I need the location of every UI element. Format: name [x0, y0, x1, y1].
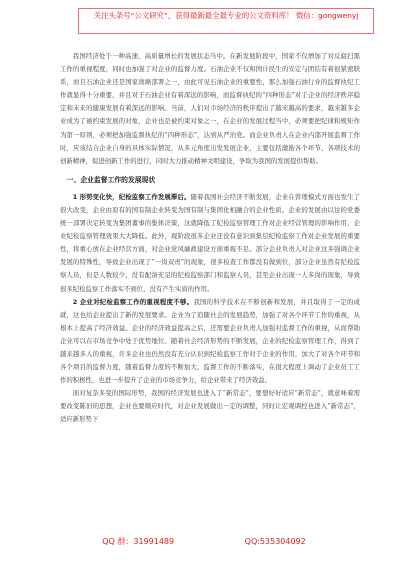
banner-line: 关注头条号“公文研究”，获得最新最全最专业的公文资料库！ 微信：gongwenyj [93, 11, 359, 20]
paragraph-situation [60, 191, 360, 296]
footer-qq-group: QQ 群：31991489 [102, 537, 175, 546]
document-body [60, 50, 360, 427]
footer-qq-number: QQ:535304092 [244, 537, 306, 546]
section-heading: 一、企业监督工作的发展现状 [66, 175, 156, 184]
paragraph-lead: 2 企业对纪检监察工作的重视程度不够。 [72, 297, 194, 306]
paragraph-text: 我国的科学技术在不断创新和发展，并且取得了一定的成就，这也给企业提出了新的发展要求。企业为了追随社会的发展趋势，加强了对各个环节工作的重视，从根本上提高了经济效益。企业的经济效益提高之后，还需要企业负责人加强对监督工作的重视，从而帮助企业可以在市场竞争中处于优势地位。随着社会经济形势的不断发展，企业的纪检监察管理工作，得到了越来越多人的重视，许多企业也仍然没有充分认识到纪检监察工作对于企业的作用，加大了对各个环节和各个项目的监督力度，随着监督力度的不断加大，监督工作的不断落实，在很大程度上调动了企业员工工作的积极性，也进一步提升了企业的市场竞争力，给企业带来了经济效益。 [60, 297, 361, 385]
paragraph-text: 随着我国社会经济不断发展，企业在管理模式方面也发生了很大改变，企业由原有的国有制企业转变为国有制与集团化相融合的企业性质。企业的发展由以往的党委统一部署决定转变为集团董事的集体决策，这就降低了纪检监察管理工作对企业经营管理的影响作用，企业纪检监察管理效果大大降低。此外，现阶段很多企业还没有意识到集层纪检监察工作对企业发展的重要性，将重心放在企业经营方面，对企业党风廉政建设方面重视不足。部分企业负责人对企业这多强调企业发展的特殊性，导致企业出现了“一岗双责”的现象，很多检查工作都没有做到位，部分企业虽然有纪检监察人员，但是人数较少，没有配备充足的纪检监察部门和监察人员，甚至企业出现一人多岗的现象，导致很多纪检监察工作落实不到位，没有产生实质的作用。 [60, 192, 361, 293]
header-banner [78, 8, 374, 34]
paragraph-new-normal: 面对复杂多变的国际形势，我国的经济发展也进入了“新常态”，要想好好适应“新常态”，就意味着需要改变陈旧的思想，企业也要顺应时代，对企业发展做出一定的调整，同时让宏观调控也进入“新常态”，适应新形势下 [60, 389, 360, 424]
paragraph-lead: 1 形势变化快，纪检监察工作发展滞后。 [72, 192, 191, 201]
footer-contacts [0, 536, 408, 547]
intro-paragraph: 我国经济处于一种高速、高质量增长的发展状态当中。在新发展阶段中，国家不仅增加了对反腐扫黑工作的重视程度，同时也加强了对企业的监督力度。石油企业不仅和国计民生的安定与团结有着很紧密联系，而且石油企业还是国家战略部署之一，由此可见石油企业的重要性，那么加强石油行业的监督执纪工作就显得十分重要，并且对于石油企业有着深远的影响，而监督执纪的“四种形态”对于企业的经济秩序稳定和未来的健康发展有着深远的影响。当前，人们对市场经济的秩序提出了越来越高的要求，越来越多企业成为了被约束发展的对象，企业也是被约束对象之一，在企业的发展过程当中，必须要把纪律和规矩作为第一原则，必须把加强监督执纪的“四种形态”，达到从严治党。而企业负责人在企业内部开展监督工作时，应该结合企业自身的具体实际情况，从多元角度出发发展企业，主要包括激励各个环节、各项技术的创新精神，促进创新工作的进行，同时大力推动精神文明建设，争取为我国的发展提供帮助。 [60, 52, 360, 165]
paragraph-attention [60, 296, 360, 388]
